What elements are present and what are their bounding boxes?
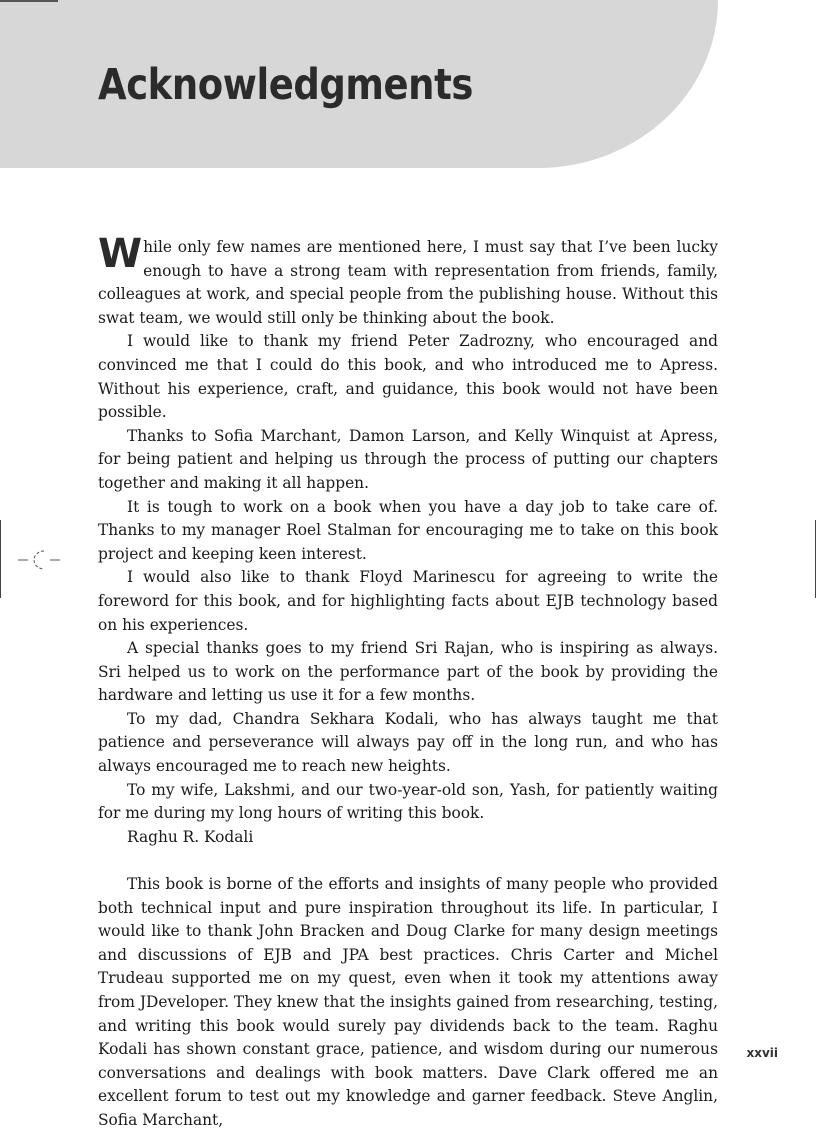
paragraph: Thanks to Sofia Marchant, Damon Larson, and Kelly Winquist at Apress, for being patient and helping us through the process of putting our chapters together and making it all happen. xyxy=(98,426,718,492)
body-text xyxy=(98,231,718,1133)
paragraph: I would like to thank my friend Peter Zadrozny, who encouraged and convinced me that I could do this book, and who introduced me to Apress. Without his experience, craft, and guidance, this book would not have been possible. xyxy=(98,332,718,422)
page-number: xxvii xyxy=(746,1046,778,1060)
crop-mark-left xyxy=(0,520,1,598)
paragraph-text: hile only few names are mentioned here, I must say that I’ve been lucky enough to have a strong team with representation from friends, family, colleagues at work, and special people from the publishing house. Without this swat team, we would still only be thinking about the book. xyxy=(98,238,718,327)
paragraph xyxy=(98,231,718,330)
section-gap xyxy=(98,849,718,873)
signature: Raghu R. Kodali xyxy=(127,827,254,846)
chapter-title: Acknowledgments xyxy=(98,60,473,110)
paragraph: It is tough to work on a book when you have a day job to take care of. Thanks to my manager Roel Stalman for encouraging me to take on this book project and keeping keen interest. xyxy=(98,497,718,563)
paragraph: This book is borne of the efforts and insights of many people who provided both technical input and pure inspiration throughout its life. In particular, I would like to thank John Bracken and Doug Clarke for many design meetings and discussions of EJB and JPA best practices. Chris Carter and Michel Trudeau supported me on my quest, even when it took my attentions away from JDeveloper. They knew that the insights gained from researching, testing, and writing this book would surely pay dividends back to the team. Raghu Kodali has shown constant grace, patience, and wisdom during our numerous conversations and dealings with book matters. Dave Clark offered me an excellent forum to test out my knowledge and garner feedback. Steve Anglin, Sofia Marchant, xyxy=(98,875,718,1129)
drop-cap: W xyxy=(98,231,143,277)
registration-mark-icon xyxy=(18,548,60,572)
paragraph: To my dad, Chandra Sekhara Kodali, who has always taught me that patience and perseverance will always pay off in the long run, and who has always encouraged me to reach new heights. xyxy=(98,709,718,776)
top-rule xyxy=(0,0,58,2)
paragraph: A special thanks goes to my friend Sri Rajan, who is inspiring as always. Sri helped us to work on the performance part of the book by providing the hardware and letting us use it for a few months. xyxy=(98,639,718,705)
paragraph: I would also like to thank Floyd Marinescu for agreeing to write the foreword for this book, and for highlighting facts about EJB technology based on his experiences. xyxy=(98,568,718,634)
paragraph: To my wife, Lakshmi, and our two-year-old son, Yash, for patiently waiting for me during my long hours of writing this book. xyxy=(98,780,718,823)
